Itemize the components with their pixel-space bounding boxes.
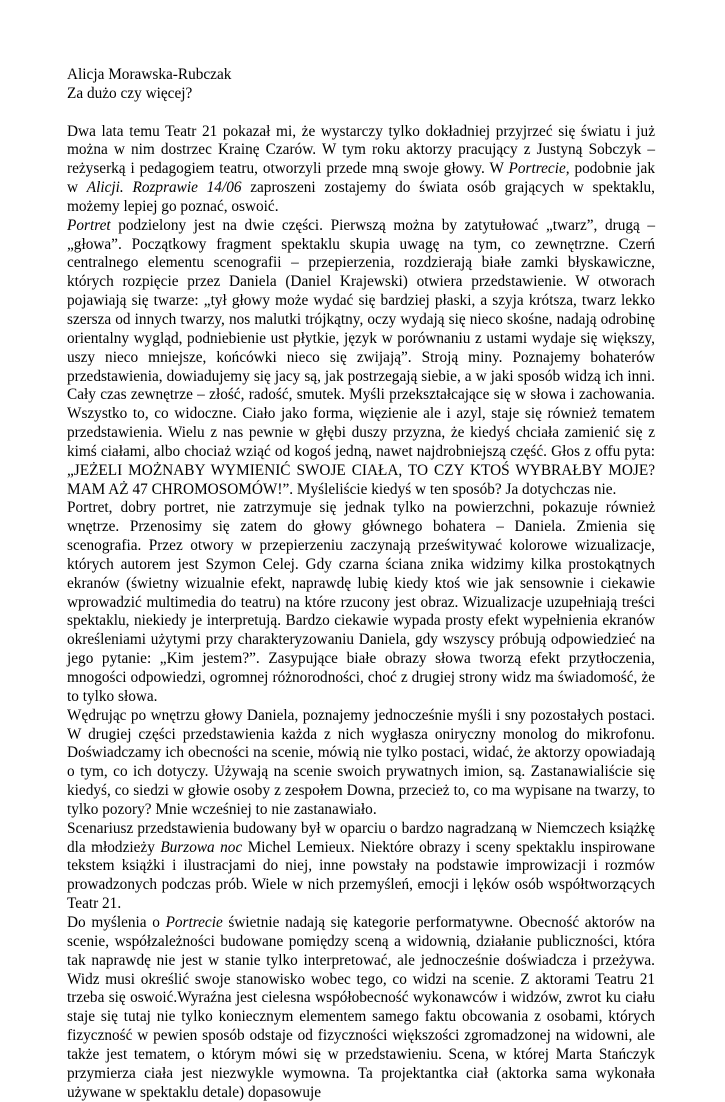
- paragraph: [67, 707, 655, 820]
- paragraph-text: Wędrując po wnętrzu głowy Daniela, poznajemy jednocześnie myśli i sny pozostałych postaci. W drugiej części przedstawienia każda z nich wygłasza oniryczny monolog do mikrofonu. Doświadczamy ich obecności na scenie, mówią nie tylko postaci, widać, że aktorzy opowiadają o tym, co ich dotyczy. Używają na scenie swoich prywatnych imion, są. Zastanawialiście się kiedyś, co siedzi w głowie osoby z zespołem Downa, przecież to, co ma wypisane na twarzy, to tylko pozory? Mnie wcześniej to nie zastanawiało.: [67, 706, 655, 818]
- article-title: Za dużo czy więcej?: [67, 84, 193, 102]
- document-body: [67, 66, 655, 1102]
- paragraph: [67, 123, 655, 217]
- paragraph-text: podzielony jest na dwie części. Pierwszą można by zatytułować „twarz”, drugą – „głowa”. Początkowy fragment spektaklu skupia uwagę na tym, co zewnętrzne. Czerń centralnego elementu scenografii – przepierzenia, rozdzierają białe zamki błyskawiczne, których rozpięcie przez Daniela (Daniel Krajewski) otwiera przedstawienie. W otworach pojawiają się twarze: „tył głowy może wydać się bardziej płaski, a szyja krótsza, twarz lekko szersza od innych twarzy, nos malutki trójkątny, oczy wydają się nieco skośne, nadają odrobinę orientalny wygląd, podniebienie ust płytkie, język w porównaniu z ustami wydaje się większy, uszy nieco mniejsze, końcówki nieco się zwijają”. Stroją miny. Poznajemy bohaterów przedstawienia, dowiadujemy się jacy są, jak postrzegają siebie, a w jaki sposób widzą ich inni. Cały czas zewnętrze – złość, radość, smutek. Myśli przekształcające się w słowa i zachowania. Wszystko to, co widoczne. Ciało jako forma, więzienie ale i azyl, staje się również tematem przedstawienia. Wielu z nas pewnie w głębi duszy przyzna, że kiedyś chciała zamienić się z kimś ciałami, albo chociaż wziąć od kogoś jedną, nawet najdrobniejszą część. Głos z offu pyta: „JEŻELI MOŻNABY WYMIENIĆ SWOJE CIAŁA, TO CZY KTOŚ WYBRAŁBY MOJE? MAM AŻ 47 CHROMOSOMÓW!”. Myśleliście kiedyś w ten sposób? Ja dotychczas nie.: [67, 216, 655, 498]
- paragraph-text: Michel Lemieux. Niektóre obrazy i sceny spektaklu inspirowane tekstem książki i ilustracjami do niej, inne powstały na podstawie improwizacji i rozmów prowadzonych podczas prób. Wiele w nich przemyśleń, emocji i lęków osób współtworzących Teatr 21.: [67, 838, 655, 913]
- paragraph-text: Do myślenia o: [67, 913, 166, 931]
- italic-title-text: Portrecie,: [508, 160, 570, 178]
- article-paragraphs: [67, 123, 655, 1102]
- italic-title-text: Portrecie: [165, 913, 223, 931]
- paragraph-text: zaproszeni zostajemy do świata osób grających w spektaklu, możemy lepiej go poznać, oswoić.: [67, 179, 656, 215]
- paragraph-text: Scenariusz przedstawienia budowany był w oparciu o bardzo nagradzaną w Niemczech książkę dla młodzieży: [67, 819, 655, 856]
- italic-title-text: Portret: [67, 216, 111, 234]
- blank-line: [67, 104, 655, 123]
- paragraph-text: Portret, dobry portret, nie zatrzymuje się jednak tylko na powierzchni, pokazuje również wnętrze. Przenosimy się zatem do głowy głównego bohatera – Daniela. Zmienia się scenografia. Przez otwory w przepierzeniu zaczynają prześwitywać kolorowe wizualizacje, których autorem jest Szymon Celej. Gdy czarna ściana znika widzimy kilka prostokątnych ekranów (świetny wizualnie efekt, naprawdę lubię kiedy ktoś wie jak sensownie i ciekawie wprowadzić multimedia do teatru) na które rzucony jest obraz. Wizualizacje uzupełniają treści spektaklu, niekiedy je interpretują. Bardzo ciekawie wypada prosty efekt wypełnienia ekranów określeniami użytymi przy charakteryzowaniu Daniela, gdy wszyscy próbują odpowiedzieć na jego pytanie: „Kim jestem?”. Zasypujące białe obrazy słowa tworzą efekt przytłoczenia, mnogości odpowiedzi, ogromnej różnorodności, choć z drugiej strony widz ma świadomość, że to tylko słowa.: [67, 499, 655, 705]
- paragraph: [67, 914, 655, 1102]
- paragraph-text: świetnie nadają się kategorie performatywne. Obecność aktorów na scenie, współzależności budowane pomiędzy sceną a widownią, działanie publiczności, która tak naprawdę nie jest w stanie tylko interpretować, ale jednocześnie doświadcza i przeżywa. Widz musi określić swoje stanowisko wobec tego, co widzi na scenie. Z aktorami Teatru 21 trzeba się oswoić.Wyraźna jest cielesna współobecność wykonawców i widzów, zwrot ku ciału staje się tutaj nie tylko koniecznym elementem samego faktu obcowania z osobami, których fizyczność w pewien sposób odstaje od fizyczności większości zgromadzonej na widowni, ale także jest tematem, o którym mówi się w przedstawieniu. Scena, w której Marta Stańczyk przymierza ciała jest niezwykle wymowna. Ta projektantka ciał (aktorka sama wykonała używane w spektaklu detale) dopasowuje: [67, 913, 655, 1101]
- paragraph-text: podobnie jak w: [67, 160, 655, 197]
- paragraph: [67, 820, 655, 914]
- paragraph-text: Dwa lata temu Teatr 21 pokazał mi, że wystarczy tylko dokładniej przyjrzeć się światu i już można w nim dostrzec Krainę Czarów. W tym roku aktorzy pracujący z Justyną Sobczyk – reżyserką i pedagogiem teatru, otworzyli przede mną swoje głowy. W: [67, 122, 655, 178]
- paragraph: [67, 499, 655, 706]
- italic-title-text: Alicji. Rozprawie 14/06: [86, 179, 242, 197]
- paragraph: [67, 217, 655, 500]
- italic-title-text: Burzowa noc: [160, 838, 243, 856]
- author-name: Alicja Morawska-Rubczak: [67, 66, 232, 83]
